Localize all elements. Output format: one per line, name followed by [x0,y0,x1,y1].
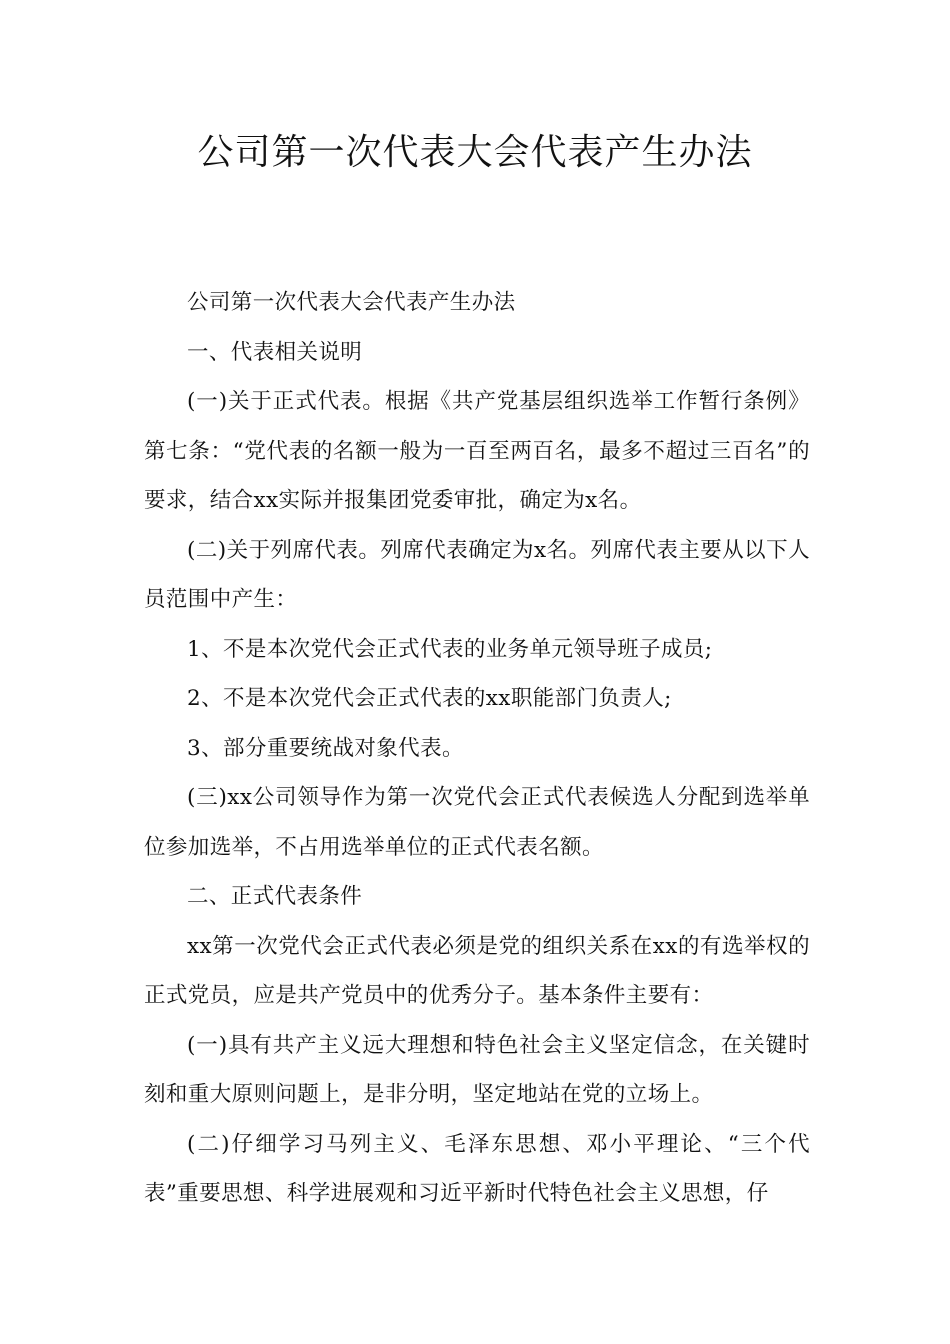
document-body [144,278,810,1219]
paragraph: (一)具有共产主义远大理想和特色社会主义坚定信念，在关键时刻和重大原则问题上，是非分明，坚定地站在党的立场上。 [144,1032,810,1107]
paragraph: (一)关于正式代表。根据《共产党基层组织选举工作暂行条例》第七条：“党代表的名额一般为一百至两百名，最多不超过三百名”的要求，结合xx实际并报集团党委审批，确定为x名。 [144,389,810,513]
paragraph: xx第一次党代会正式代表必须是党的组织关系在xx的有选举权的正式党员，应是共产党员中的优秀分子。基本条件主要有： [144,933,810,1008]
document-title: 公司第一次代表大会代表产生办法 [197,132,753,173]
paragraph-subtitle: 公司第一次代表大会代表产生办法 [187,290,516,315]
list-item: 3、部分重要统战对象代表。 [187,735,464,761]
section-heading-1: 一、代表相关说明 [187,339,363,365]
list-item: 1、不是本次党代会正式代表的业务单元领导班子成员; [187,636,713,662]
list-item: 2、不是本次党代会正式代表的xx职能部门负责人; [187,686,672,711]
paragraph: (二)关于列席代表。列席代表确定为x名。列席代表主要从以下人员范围中产生： [144,537,810,612]
paragraph: (三)xx公司领导作为第一次党代会正式代表候选人分配到选举单位参加选举，不占用选举单位的正式代表名额。 [144,785,810,860]
section-heading-2: 二、正式代表条件 [187,884,363,909]
paragraph: (二)仔细学习马列主义、毛泽东思想、邓小平理论、“三个代表”重要思想、科学进展观和习近平新时代特色社会主义思想，仔 [144,1131,810,1206]
